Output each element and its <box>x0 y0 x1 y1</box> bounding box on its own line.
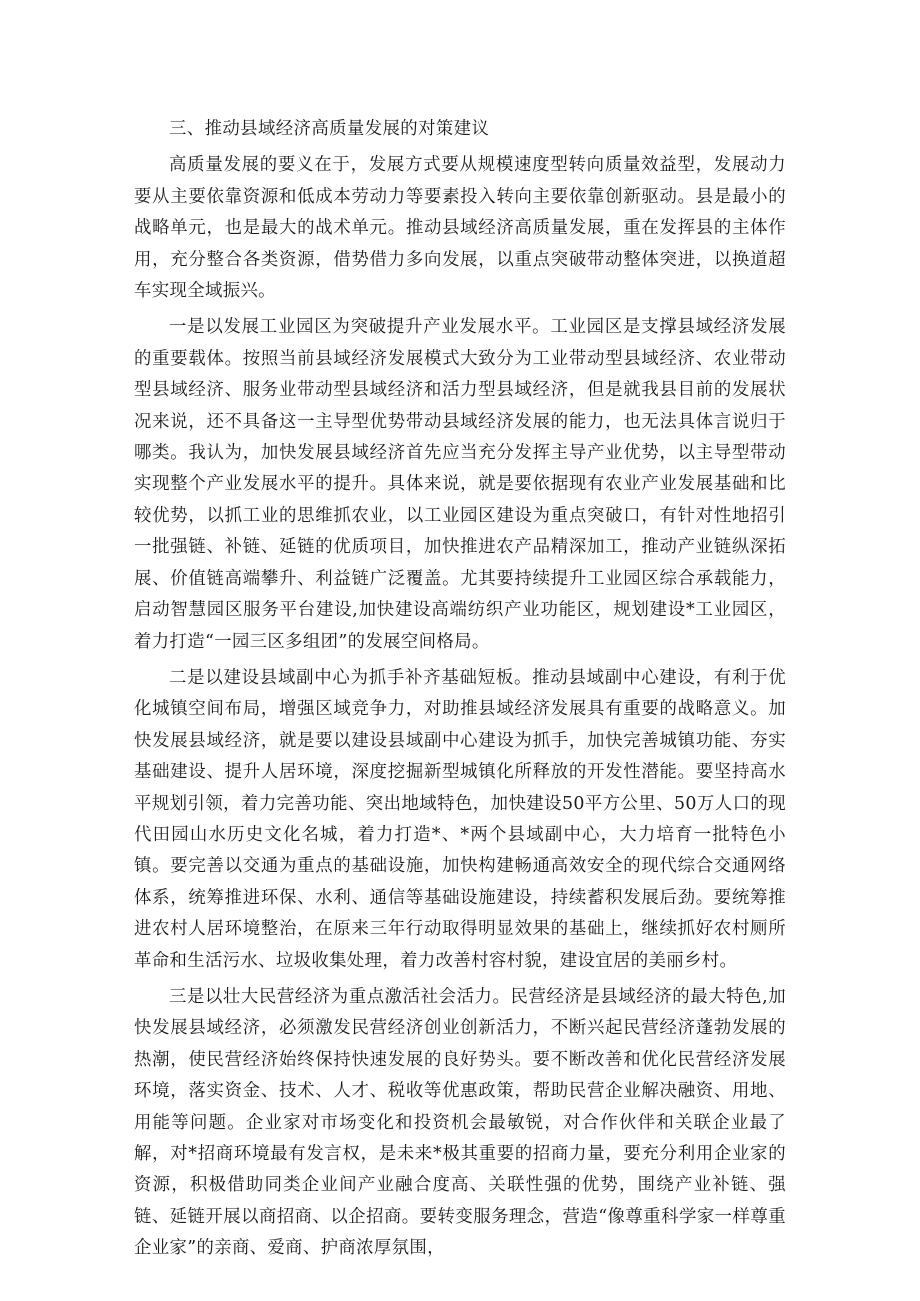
paragraph-private-economy: 三是以壮大民营经济为重点激活社会活力。民营经济是县域经济的最大特色,加快发展县域经济，必须激发民营经济创业创新活力，不断兴起民营经济蓬勃发展的热潮，使民营经济始终保持快速发展的良好势头。要不断改善和优化民营经济发展环境，落实资金、技术、人才、税收等优惠政策，帮助民营企业解决融资、用地、用能等问题。企业家对市场变化和投资机会最敏锐，对合作伙伴和关联企业最了解，对*招商环境最有发言权，是未来*极其重要的招商力量，要充分利用企业家的资源，积极借助同类企业间产业融合度高、关联性强的优势，围绕产业补链、强链、延链开展以商招商、以企招商。要转变服务理念，营造“像尊重科学家一样尊重企业家”的亲商、爱商、护商浓厚氛围， <box>134 986 786 1259</box>
paragraph-intro: 高质量发展的要义在于，发展方式要从规模速度型转向质量效益型，发展动力要从主要依靠资源和低成本劳动力等要素投入转向主要依靠创新驱动。县是最小的战略单元，也是最大的战术单元。推动县域经济高质量发展，重在发挥县的主体作用，充分整合各类资源，借势借力多向发展，以重点突破带动整体突进，以换道超车实现全域振兴。 <box>134 155 786 302</box>
section-heading: 三、推动县域经济高质量发展的对策建议 <box>169 119 490 139</box>
paragraph-sub-center: 二是以建设县域副中心为抓手补齐基础短板。推动县域副中心建设，有利于优化城镇空间布局，增强区域竞争力，对助推县域经济发展具有重要的战略意义。加快发展县域经济，就是要以建设县域副中心建设为抓手，加快完善城镇功能、夯实基础建设、提升人居环境，深度挖掘新型城镇化所释放的开发性潜能。要坚持高水平规划引领，着力完善功能、突出地域特色，加快建设50平方公里、50万人口的现代田园山水历史文化名城，着力打造*、*两个县域副中心，大力培育一批特色小镇。要完善以交通为重点的基础设施，加快构建畅通高效安全的现代综合交通网络体系，统筹推进环保、水利、通信等基础设施建设，持续蓄积发展后劲。要统筹推进农村人居环境整治，在原来三年行动取得明显效果的基础上，继续抓好农村厕所革命和生活污水、垃圾收集处理，着力改善村容村貌，建设宜居的美丽乡村。 <box>134 667 786 971</box>
document-body <box>134 114 786 1270</box>
paragraph-industrial-park: 一是以发展工业园区为突破提升产业发展水平。工业园区是支撑县域经济发展的重要载体。按照当前县域经济发展模式大致分为工业带动型县域经济、农业带动型县域经济、服务业带动型县域经济和活力型县域经济，但是就我县目前的发展状况来说，还不具备这一主导型优势带动县域经济发展的能力，也无法具体言说归于哪类。我认为，加快发展县域经济首先应当充分发挥主导产业优势，以主导型带动实现整个产业发展水平的提升。具体来说，就是要依据现有农业产业发展基础和比较优势，以抓工业的思维抓农业，以工业园区建设为重点突破口，有针对性地招引一批强链、补链、延链的优质项目，加快推进农产品精深加工，推动产业链纵深拓展、价值链高端攀升、利益链广泛覆盖。尤其要持续提升工业园区综合承载能力，启动智慧园区服务平台建设,加快建设高端纺织产业功能区，规划建设*工业园区，着力打造“一园三区多组团”的发展空间格局。 <box>134 317 786 652</box>
